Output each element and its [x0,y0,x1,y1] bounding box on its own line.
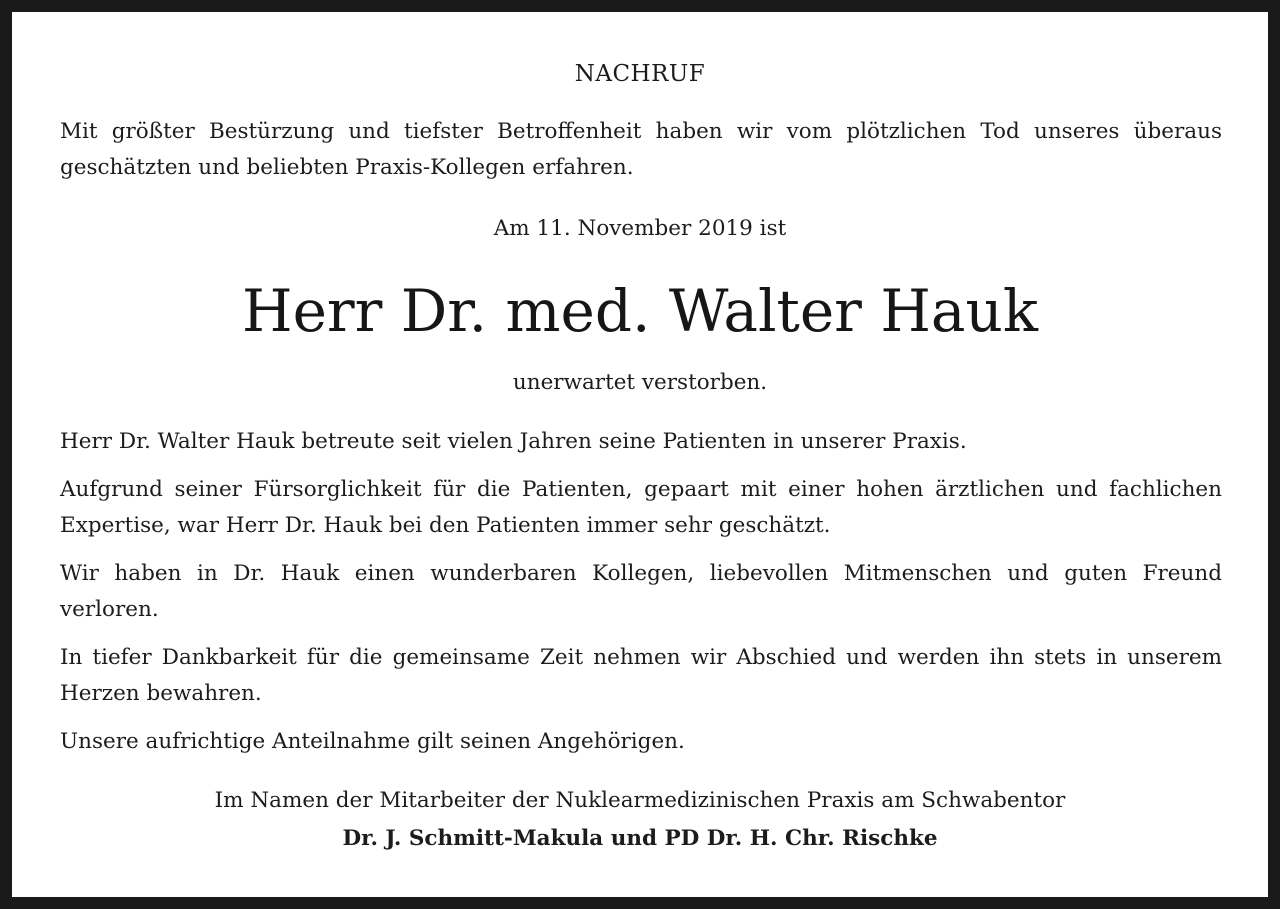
body-paragraph-3: Wir haben in Dr. Hauk einen wunderbaren Kollegen, liebevollen Mitmenschen und guten Freund verloren. [60,561,1222,622]
signature-names: Dr. J. Schmitt-Makula und PD Dr. H. Chr. Rischke [342,826,938,851]
date-line: Am 11. November 2019 ist [493,216,787,241]
body-paragraph-1: Herr Dr. Walter Hauk betreute seit vielen Jahren seine Patienten in unserer Praxis. [60,429,967,454]
deceased-name: Herr Dr. med. Walter Hauk [242,277,1038,345]
notice-heading: NACHRUF [574,61,706,87]
body-paragraph-5: Unsere aufrichtige Anteilnahme gilt seinen Angehörigen. [60,729,685,754]
body-paragraph-2: Aufgrund seiner Fürsorglichkeit für die Patienten, gepaart mit einer hohen ärztlichen und fachlichen Expertise, war Herr Dr. Hauk bei den Patienten immer sehr geschätzt. [60,477,1222,538]
body-paragraph-4: In tiefer Dankbarkeit für die gemeinsame Zeit nehmen wir Abschied und werden ihn stets in unserem Herzen bewahren. [60,645,1222,706]
death-statement: unerwartet verstorben. [512,370,768,395]
obituary-notice [12,12,1268,897]
intro-paragraph: Mit größter Bestürzung und tiefster Betroffenheit haben wir vom plötzlichen Tod unseres überaus geschätzten und beliebten Praxis-Kollegen erfahren. [60,119,1222,180]
signature-line: Im Namen der Mitarbeiter der Nuklearmedizinischen Praxis am Schwabentor [214,788,1066,813]
